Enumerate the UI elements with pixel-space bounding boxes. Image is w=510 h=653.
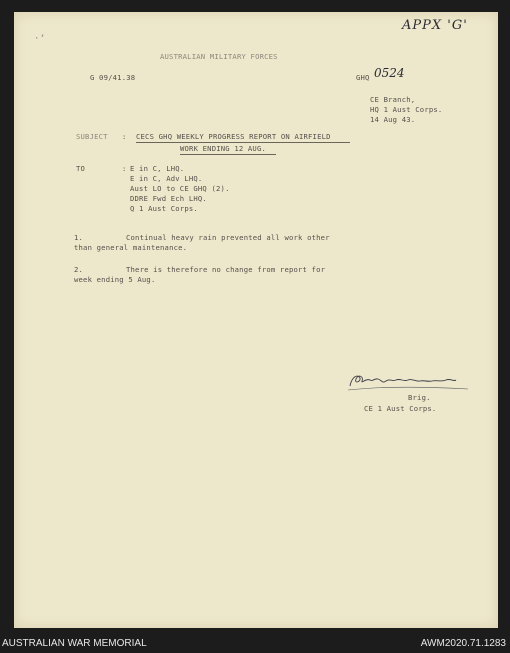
document-page [14, 12, 498, 628]
paragraph-text: than general maintenance. [74, 243, 188, 252]
handwritten-reference-number: 0524 [374, 66, 405, 80]
subject-line-2: WORK ENDING 12 AUG. [180, 144, 267, 153]
from-line-3: 14 Aug 43. [370, 115, 416, 124]
from-line-1: CE Branch, [370, 95, 416, 104]
recipient: E in C, Adv LHQ. [130, 174, 203, 183]
subject-underline-1 [136, 142, 350, 143]
footer-institution: AUSTRALIAN WAR MEMORIAL [2, 638, 147, 649]
recipient: Aust LO to CE GHQ (2). [130, 184, 230, 193]
to-separator: : [122, 164, 127, 173]
signature-appointment: CE 1 Aust Corps. [364, 404, 437, 413]
punch-marks: ·ʼ [34, 34, 46, 44]
from-line-2: HQ 1 Aust Corps. [370, 105, 443, 114]
subject-underline-2 [180, 154, 276, 155]
recipient: DDRE Fwd Ech LHQ. [130, 194, 207, 203]
subject-line-1: CECS GHQ WEEKLY PROGRESS REPORT ON AIRFIELD [136, 132, 331, 141]
recipient: E in C, LHQ. [130, 164, 185, 173]
subject-label: SUBJECT [76, 132, 108, 141]
reference-left: G 09/41.38 [90, 73, 136, 82]
appendix-annotation: APPX 'G' [402, 18, 468, 33]
signature-rank: Brig. [408, 393, 431, 402]
paragraph-text: week ending 5 Aug. [74, 275, 156, 284]
handwritten-signature [346, 370, 470, 392]
reference-right-label: GHQ [356, 73, 370, 82]
paragraph-number: 2. [74, 265, 84, 274]
paragraph-text: Continual heavy rain prevented all work other [126, 233, 330, 242]
subject-separator: : [122, 132, 127, 141]
paragraph-text: There is therefore no change from report for [126, 265, 326, 274]
recipient: Q 1 Aust Corps. [130, 204, 198, 213]
letterhead: AUSTRALIAN MILITARY FORCES [160, 52, 278, 61]
footer-accession: AWM2020.71.1283 [420, 638, 506, 649]
to-label: TO [76, 164, 86, 173]
paragraph-number: 1. [74, 233, 84, 242]
